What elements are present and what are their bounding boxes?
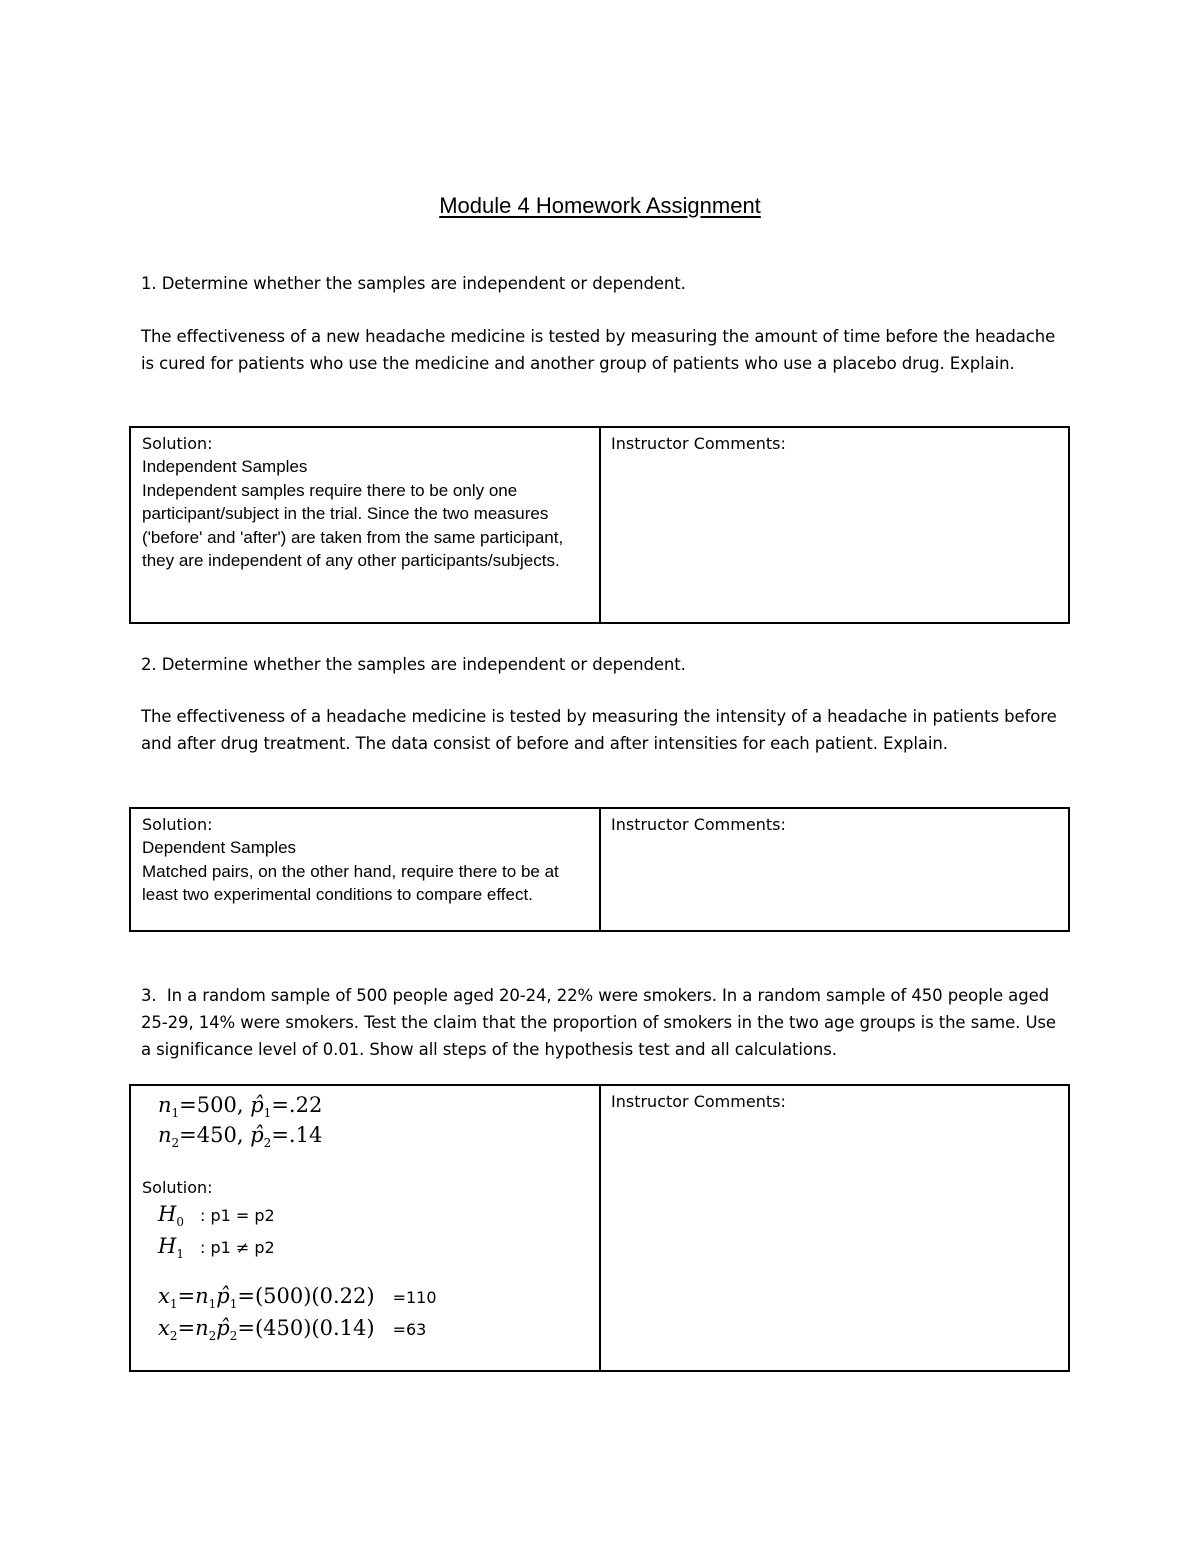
q3-null-hypothesis: $H_0$ : p1 = p2 xyxy=(158,1202,275,1229)
page-title: Module 4 Homework Assignment xyxy=(439,193,761,218)
q3-given-line-1: $n_1=500$, $p̂_1=.22$ xyxy=(158,1093,323,1120)
q3-n2-value: =450, xyxy=(179,1123,244,1147)
q3-text-block xyxy=(141,982,1071,1063)
q2-solution-cell xyxy=(131,809,601,930)
q3-p1-value: =.22 xyxy=(271,1093,323,1117)
q2-answer-table xyxy=(129,807,1070,932)
q3-calc1-result: =110 xyxy=(392,1288,437,1307)
q2-text: The effectiveness of a headache medicine is tested by measuring the intensity of a headache in patients before and after drug treatment. The data consist of before and after intensities for each patient. Explain. xyxy=(141,707,1057,753)
q3-solution-label: Solution: xyxy=(142,1178,213,1197)
q2-prompt: 2. Determine whether the samples are independent or dependent. xyxy=(141,655,686,674)
q3-solution-cell xyxy=(131,1086,601,1370)
q3-answer-table xyxy=(129,1084,1070,1372)
q3-n1-value: =500, xyxy=(179,1093,244,1117)
q1-text: The effectiveness of a new headache medicine is tested by measuring the amount of time before the headache is cured for patients who use the medicine and another group of patients who use a placebo drug. Explain. xyxy=(141,327,1056,373)
q3-comments-label: Instructor Comments: xyxy=(611,1092,786,1111)
q3-calc2-expr: =(450)(0.14) xyxy=(237,1316,375,1340)
q2-answer-heading: Dependent Samples xyxy=(142,838,297,857)
q2-solution-label: Solution: xyxy=(142,815,213,834)
q3-number: 3. xyxy=(141,986,157,1005)
q3-calc1-expr: =(500)(0.22) xyxy=(237,1284,375,1308)
q1-answer-text: Independent samples require there to be only one participant/subject in the trial. Since the two measures ('before' and 'after') are taken from the same participant, they are independent of any other participants/subjects. xyxy=(142,480,564,570)
q1-answer-heading: Independent Samples xyxy=(142,457,308,476)
q2-comments-label: Instructor Comments: xyxy=(611,815,786,834)
q1-answer-table xyxy=(129,426,1070,624)
q1-solution-cell xyxy=(131,428,601,622)
q1-comments-label: Instructor Comments: xyxy=(611,434,786,453)
q1-prompt: 1. Determine whether the samples are independent or dependent. xyxy=(141,274,686,293)
q3-p2-value: =.14 xyxy=(271,1123,323,1147)
q1-comments-cell xyxy=(601,428,1068,622)
q3-calc2-result: =63 xyxy=(392,1320,427,1339)
q3-given-line-2: $n_2=450$, $p̂_2=.14$ xyxy=(158,1123,323,1150)
q1-solution-label: Solution: xyxy=(142,434,213,453)
q3-calc-line-1: $x_1=n_1p̂_1=(500)(0.22) =110$ xyxy=(158,1284,437,1311)
q3-h1-text: : p1 ≠ p2 xyxy=(200,1238,275,1257)
q2-answer-text: Matched pairs, on the other hand, require there to be at least two experimental conditions to compare effect. xyxy=(142,861,559,904)
q3-calc-line-2: $x_2=n_2p̂_2=(450)(0.14) =63$ xyxy=(158,1316,427,1343)
q3-comments-cell xyxy=(601,1086,1068,1370)
q3-alt-hypothesis: $H_1$ : p1 ≠ p2 xyxy=(158,1234,275,1261)
q3-text: In a random sample of 500 people aged 20-24, 22% were smokers. In a random sample of 450 people aged 25-29, 14% were smokers. Test the claim that the proportion of smokers in the two age groups is the same. Use a significance level of 0.01. Show all steps of the hypothesis test and all calculations. xyxy=(141,986,1056,1059)
q3-h0-text: : p1 = p2 xyxy=(200,1206,275,1225)
q2-comments-cell xyxy=(601,809,1068,930)
